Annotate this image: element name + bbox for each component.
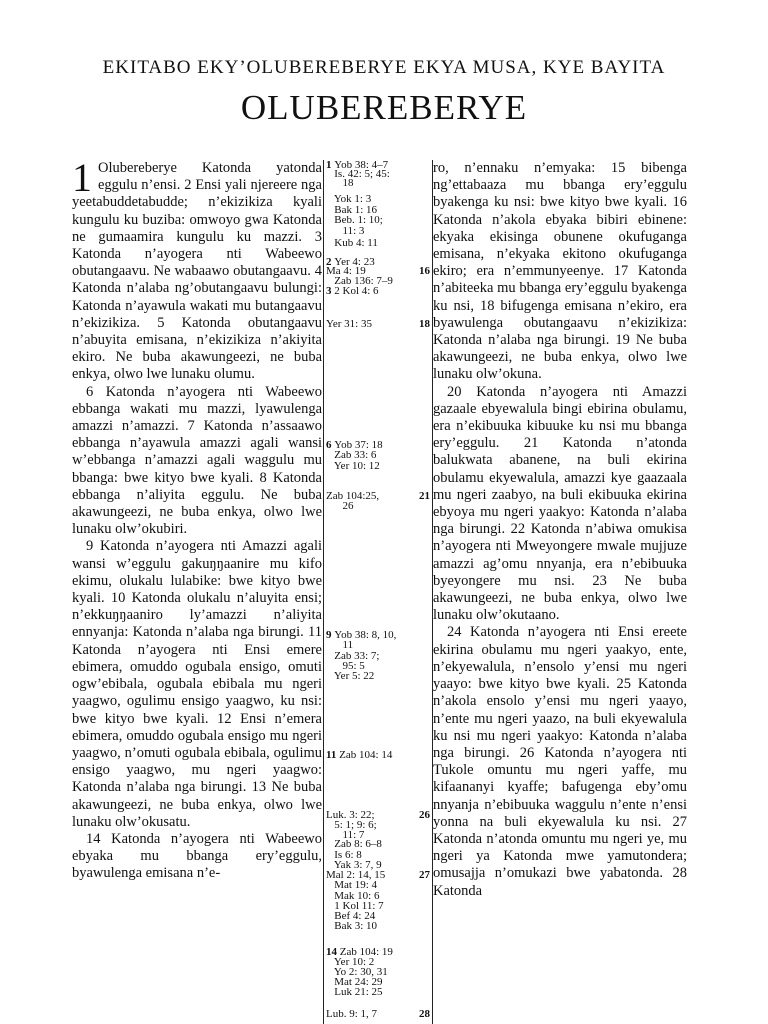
cross-reference-target-verse: 18 [419, 318, 430, 330]
cross-reference-text: Yer 4: 23 [334, 256, 375, 268]
cross-reference [326, 226, 430, 237]
cross-reference-text: 11 [326, 639, 354, 651]
paragraph [72, 155, 322, 384]
cross-reference-target-verse: 27 [419, 869, 430, 881]
cross-reference-target-verse: 16 [419, 265, 430, 277]
cross-reference [326, 501, 430, 512]
paragraph: 24 Katonda n’ayogera nti Ensi ereete ekirina obulamu mu ngeri yaakyo, ente, n’ekyewalula, n’ensolo y’ensi mu ngeri yaayo: bwe kityo bwe kyali. 25 Katonda n’akola ensolo y’ensi mu ngeri yaayo, n’ente mu ngeri yaazo, na buli ekyewalula ku nsi mu ngeri yaakyo: Katonda n’alaba nga birungi. 26 Katonda n’ayogera nti Tukole omuntu mu ngeri yaffe, mu kifaananyi kyaffe; bafugenga eby’omu nnyanja n’ebibuuka waggulu n’ente n’ensi yonna na buli ekyewalula ku nsi. 27 Katonda n’atonda omuntu mu ngeri ye, mu ngeri ya Katonda mwe yamutondera; omusajja n’omukazi bwe yabatonda. 28 Katonda [433, 624, 687, 899]
cross-reference-text: 11: 3 [326, 225, 365, 237]
right-text-column [433, 160, 687, 900]
cross-reference-text: Mal 2: 14, 15 [326, 869, 386, 881]
cross-reference-text: Kub 4: 11 [326, 237, 378, 249]
cross-reference-verse-number: 3 [326, 285, 335, 297]
cross-reference-column [323, 160, 433, 1024]
cross-reference-text: Yak 3: 7, 9 [326, 859, 382, 871]
chapter-title: OLUBEREBERYE [240, 88, 528, 127]
cross-reference-text: Yer 5: 22 [326, 670, 375, 682]
cross-reference-text: Luk 21: 25 [326, 986, 383, 998]
cross-reference [326, 671, 430, 682]
cross-reference-text: Zab 104: 14 [339, 749, 393, 761]
paragraph: 14 Katonda n’ayogera nti Wabeewo ebyaka mu bbanga ery’eggulu, byawulenga emisana n’e- [72, 830, 322, 882]
cross-reference [326, 178, 430, 189]
paragraph: 20 Katonda n’ayogera nti Amazzi gazaale ebyewalula bingi ebirina obulamu, era n’ekibuuka kibuuke ku nsi mu bbanga ery’eggulu. 21 Katonda n’atonda balukwata abanene, na buli ekirina obulamu ekyewalula, amazzi kye gaazaala mu ngeri zaabyo, na buli ekibuuka ekirina ebyoya mu ngeri yaakyo: Katonda n’alaba nga birungi. 22 Katonda n’abiwa omukisa n’ayogera nti Mweyongere mwale mujjuze amazzi ag’omu nnyanja, era n’ebibuuka byeyongere mu nsi. 23 Ne buba akawungeezi, ne buba enkya, olwo lwe lunaku olw’okutaano. [433, 383, 687, 624]
cross-reference-text: Yer 10: 2 [326, 956, 375, 968]
cross-reference-text: Beb. 1: 10; [326, 214, 383, 226]
cross-reference-text: Yob 37: 18 [334, 439, 383, 451]
cross-reference-text: Yob 38: 8, 10, [334, 629, 397, 641]
cross-reference-text: Ma 4: 19 [326, 265, 366, 277]
cross-reference [326, 286, 430, 297]
cross-reference-text: Mak 10: 6 [326, 890, 380, 902]
cross-reference-verse-number: 9 [326, 629, 335, 641]
cross-reference-text: Zab 136: 7–9 [326, 275, 393, 287]
cross-reference-verse-number: 2 [326, 256, 335, 268]
cross-reference-text: Yer 31: 35 [326, 318, 372, 330]
paragraph: 9 Katonda n’ayogera nti Amazzi agali wansi w’eggulu gakuŋŋaanire mu kifo ekimu, olukalu lulabike: bwe kityo bwe kyali. 10 Katonda olukalu n’aluyita ensi; n’ekkuŋŋaaniro ly’amazzi n’aliyita ennyanja: Katonda n’alaba nga birungi. 11 Katonda n’ayogera nti Ensi emere ebimera, omuddo ogubala ensigo, omuti ogw’ebibala, ogubala ebibala mu ngeri yaagwo, ogulimu ensigo yaagwo, ku nsi: bwe kityo bwe kyali. 12 Ensi n’emera ebimera, omuddo ogubala ensigo mu ngeri yaagwo, n’omuti ogubala ebibala, ogulimu ensigo yaagwo, mu ngeri yaagwo: Katonda n’alaba nga birungi. 13 Ne buba akawungeezi, ne buba enkya, olwo lwe lunaku olw’okusatu. [72, 538, 322, 830]
cross-reference-text: Is. 42: 5; 45: [326, 168, 390, 180]
cross-reference-text: Is 6: 8 [326, 849, 362, 861]
cross-reference-text: Yob 38: 4–7 [334, 159, 389, 171]
cross-reference-target-verse: 26 [419, 809, 430, 821]
cross-reference-verse-number: 1 [326, 159, 335, 171]
cross-reference-text: 5: 1; 9: 6; [326, 819, 377, 831]
cross-reference-text: Luk. 3: 22; [326, 809, 375, 821]
cross-reference [326, 750, 430, 761]
cross-reference-text: Zab 33: 6 [326, 449, 377, 461]
cross-reference [326, 1009, 430, 1020]
cross-reference-text: Mat 19: 4 [326, 879, 378, 891]
cross-reference-target-verse: 28 [419, 1008, 430, 1020]
cross-reference-text: Zab 104:25, [326, 490, 380, 502]
cross-reference-text: Bak 3: 10 [326, 920, 378, 932]
cross-reference-text: Yok 1: 3 [326, 193, 372, 205]
cross-reference-text: 95: 5 [326, 660, 365, 672]
cross-reference [326, 921, 430, 932]
chapter-number: 1 [72, 155, 92, 200]
cross-reference-text: Zab 8: 6–8 [326, 838, 382, 850]
cross-reference-text: Zab 104: 19 [339, 946, 393, 958]
paragraph: ro, n’ennaku n’emyaka: 15 bibenga ng’ettabaaza mu bbanga ery’eggulu byakenga ku nsi: bwe kityo bwe kyali. 16 Katonda n’akola ebyaka bibiri ebinene: ekyaka ekisinga obunene okufuganga emisana, n’ekyaka ekitono okufuganga ekiro; era n’emmunyeenye. 17 Katonda n’abiteeka mu bbanga ery’eggulu byakenga ku nsi, 18 bifugenga emisana n’ekiro, era byawulenga obutangaavu n’ekizikiza: Katonda n’alaba nga birungi. 19 Ne buba akawungeezi, ne buba enkya, olwo lwe lunaku olw’okuna. [433, 160, 687, 383]
cross-reference-verse-number: 11 [326, 749, 340, 761]
cross-reference-text: 18 [326, 177, 354, 189]
paragraph: 6 Katonda n’ayogera nti Wabeewo ebbanga wakati mu mazzi, lyawulenga amazzi n’amazzi. 7 Katonda n’assaawo ebbanga n’ayawula amazzi agali wansi w’ebbanga n’amazzi agali waggulu mu bbanga: bwe kityo bwe kyali. 8 Katonda ebbanga n’aliyita eggulu. Ne buba akawungeezi, ne buba enkya, olwo lwe lunaku olw’okubiri. [72, 383, 322, 538]
cross-reference-text: Lub. 9: 1, 7 [326, 1008, 378, 1020]
cross-reference [326, 238, 430, 249]
cross-reference-verse-number: 14 [326, 946, 340, 958]
cross-reference [326, 461, 430, 472]
cross-reference-text: 26 [326, 500, 354, 512]
book-title: EKITABO EKY’OLUBEREBERYE EKYA MUSA, KYE BAYITA [102, 57, 666, 78]
cross-reference-text: 2 Kol 4: 6 [334, 285, 379, 297]
cross-reference-text: Bef 4: 24 [326, 910, 376, 922]
cross-reference-text: 11: 7 [326, 829, 365, 841]
cross-reference [326, 319, 430, 330]
cross-reference-text: Yer 10: 12 [326, 460, 380, 472]
cross-reference-text: 1 Kol 11: 7 [326, 900, 384, 912]
cross-reference-target-verse: 21 [419, 490, 430, 502]
cross-reference-text: Mat 24: 29 [326, 976, 383, 988]
cross-reference-text: Yo 2: 30, 31 [326, 966, 388, 978]
left-text-column [72, 155, 322, 883]
cross-reference-verse-number: 6 [326, 439, 335, 451]
cross-reference [326, 987, 430, 998]
cross-reference-text: Bak 1: 16 [326, 204, 378, 216]
paragraph-text: Olubereberye Katonda yatonda eggulu n’ensi. 2 Ensi yali njereere nga yeetabuddetabudde; n’ekizikiza kyali kungulu ku buziba: omwoyo gwa Katonda ne gumaamira kungulu ku mazzi. 3 Katonda n’ayogera nti Wabeewo obutangaavu. Ne wabaawo obutangaavu. 4 Katonda n’alaba ng’obutangaavu bulungi: Katonda n’ayawula wakati mu butangaavu n’ekizikiza. 5 Katonda obutangaavu n’abuyita emisana, n’ekizikiza n’akiyita ekiro. Ne buba akawungeezi, ne buba enkya, olwo lwe lunaku olumu. [72, 160, 322, 383]
cross-reference-text: Zab 33: 7; [326, 650, 380, 662]
